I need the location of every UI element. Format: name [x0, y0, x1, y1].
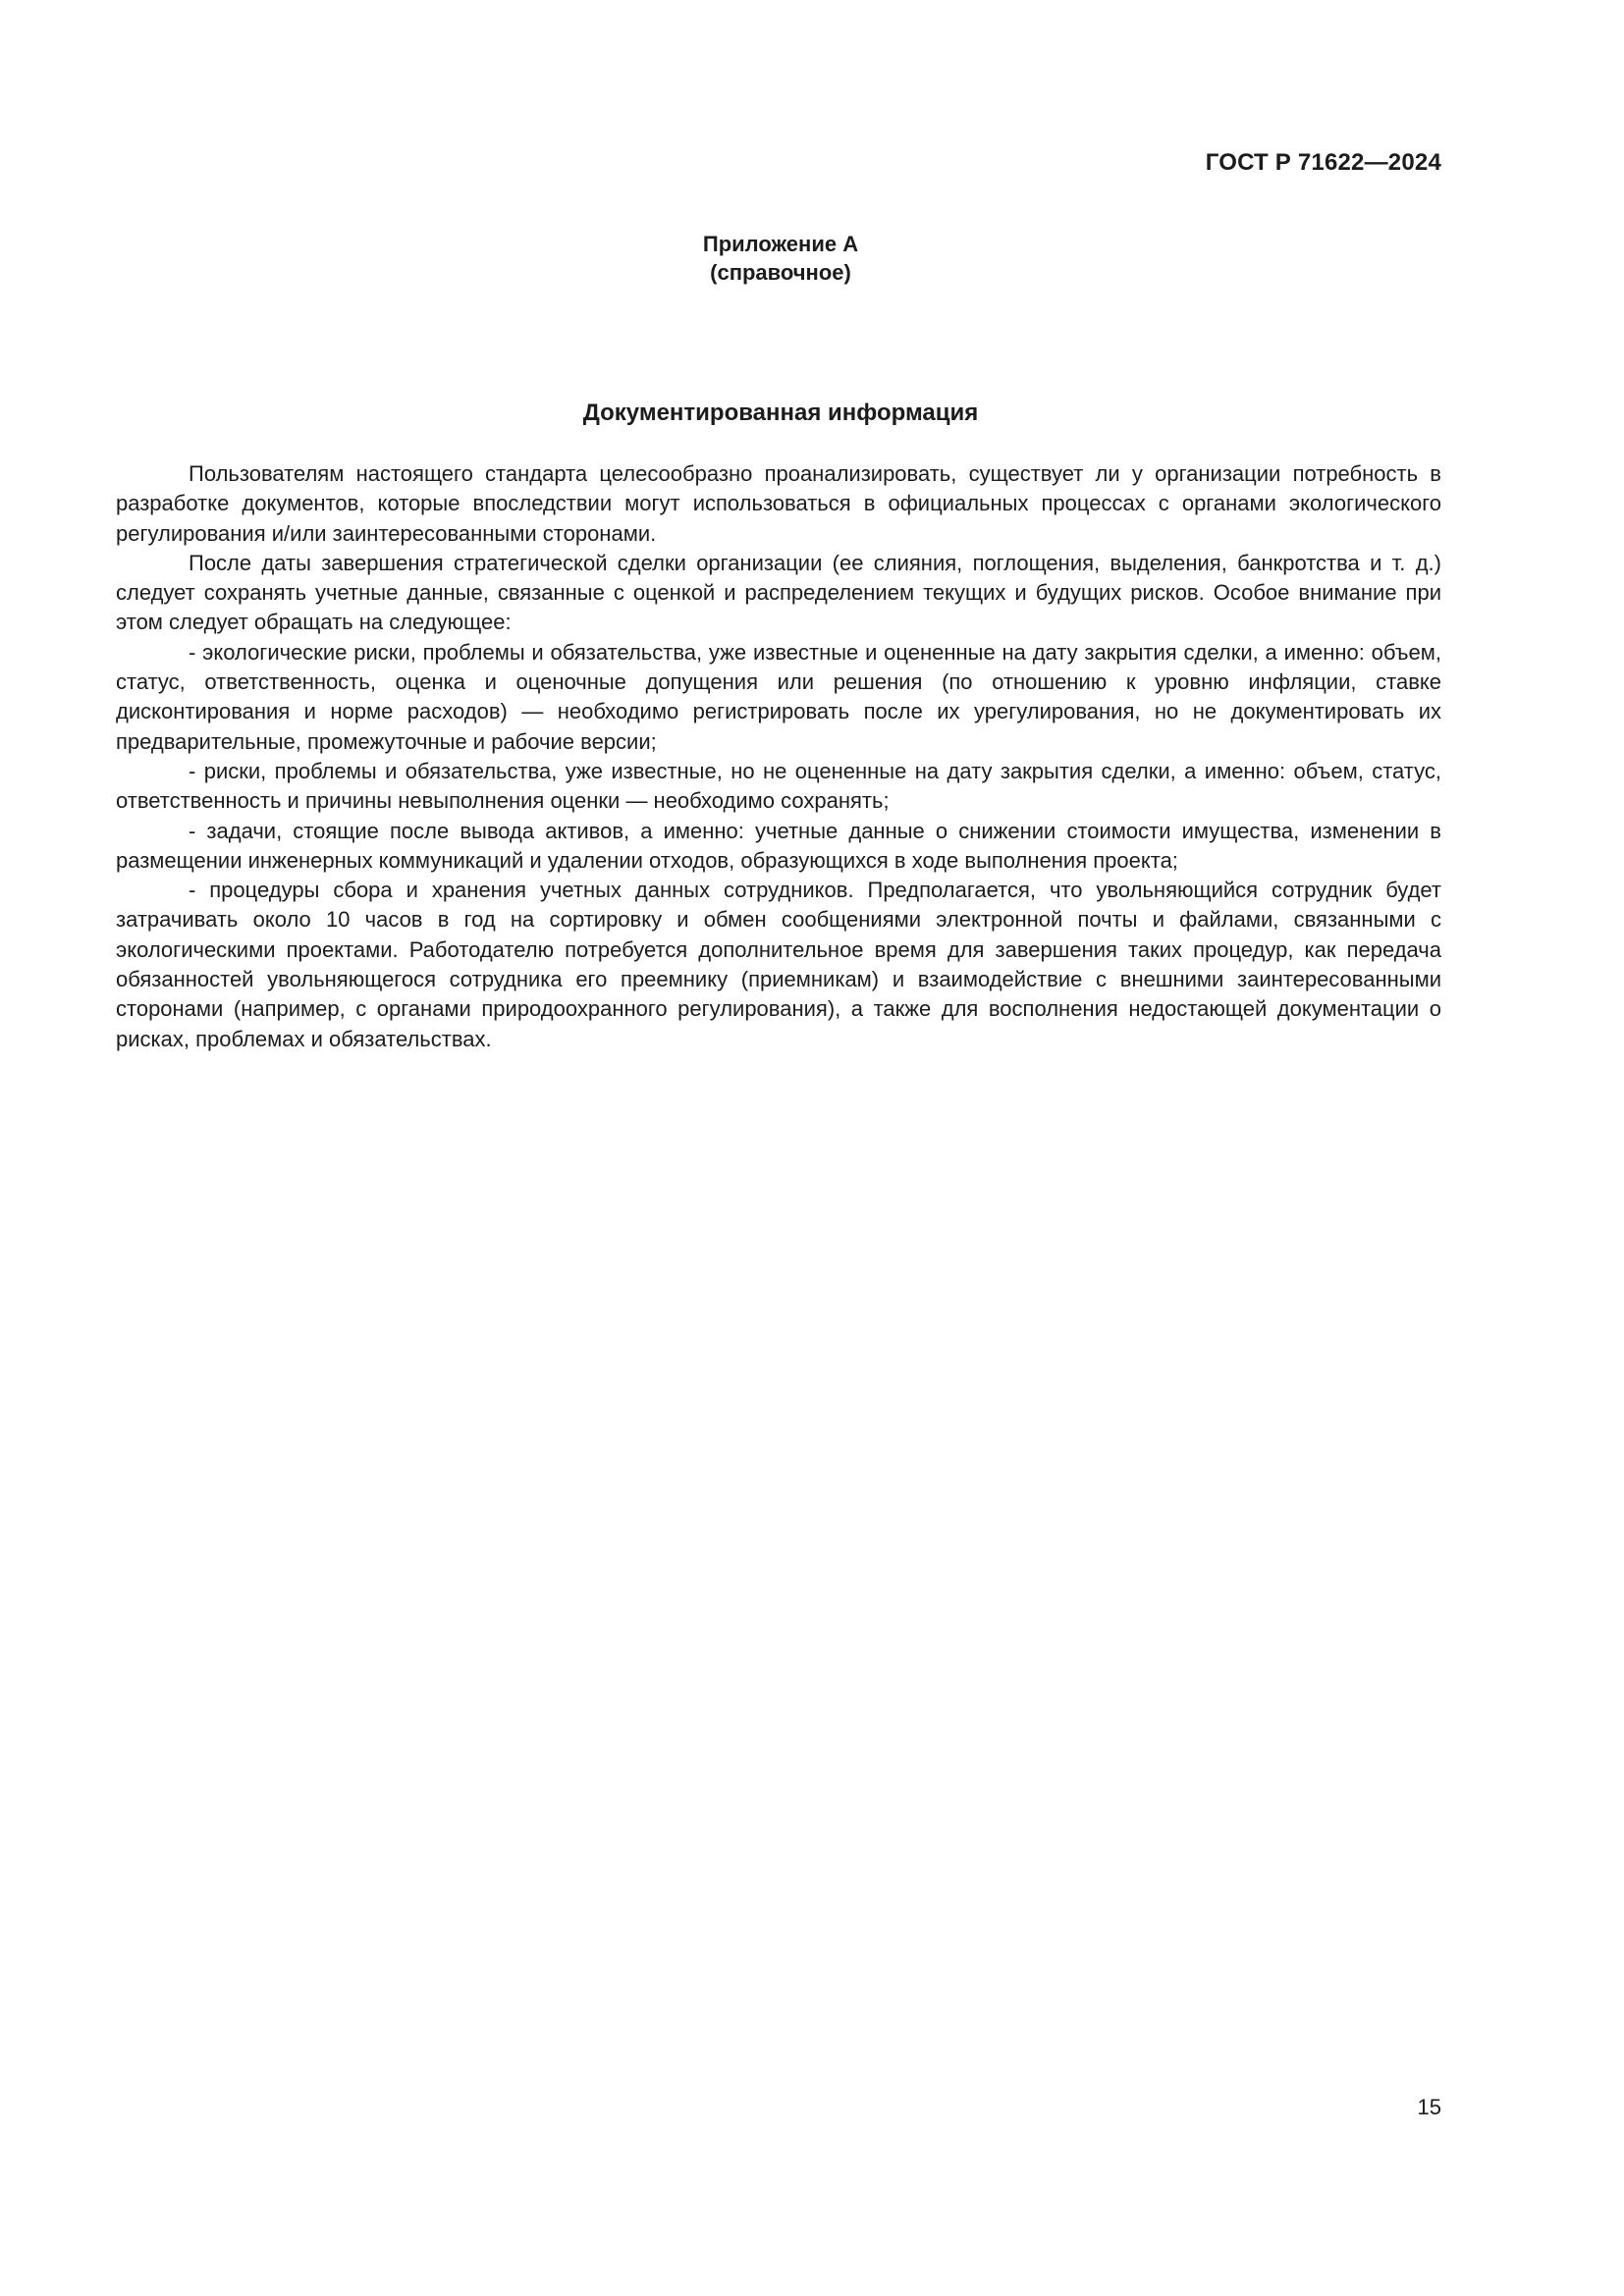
appendix-heading [0, 230, 1561, 287]
document-code: ГОСТ Р 71622—2024 [1205, 149, 1441, 176]
paragraph-intro: Пользователям настоящего стандарта целесообразно проанализировать, существует ли у организации потребность в разработке документов, которые впоследствии могут использоваться в официальных процессах с органами экологического регулирования и/или заинтересованными сторонами. [116, 461, 1441, 546]
section-title: Документированная информация [582, 400, 979, 426]
appendix-status: (справочное) [710, 260, 851, 285]
list-item-unassessed-risks: - риски, проблемы и обязательства, уже известные, но не оцененные на дату закрытия сделки, а именно: объем, статус, ответственность и причины невыполнения оценки — необходимо сохранять; [116, 758, 1441, 814]
body-text [116, 459, 1441, 1054]
list-item-employee-records: - процедуры сбора и хранения учетных данных сотрудников. Предполагается, что увольняющийся сотрудник будет затрачивать около 10 часов в год на сортировку и обмен сообщениями электронной почты и файлами, связанными с экологическими проектами. Работодателю потребуется дополнительное время для завершения таких процедур, как передача обязанностей увольняющегося сотрудника его преемнику (приемникам) и взаимодействие с внешними заинтересованными сторонами (например, с органами природоохранного регулирования), а также для восполнения недостающей документации о рисках, проблемах и обязательствах. [116, 878, 1441, 1051]
page-number: 15 [1417, 2095, 1441, 2119]
list-item-assessed-risks: - экологические риски, проблемы и обязательства, уже известные и оцененные на дату закрытия сделки, а именно: объем, статус, ответственность, оценка и оценочные допущения или решения (по отношению к уровню инфляции, ставке дисконтирования и норме расходов) — необходимо регистрировать после их урегулирования, но не документировать их предварительные, промежуточные и рабочие версии; [116, 639, 1441, 754]
appendix-title: Приложение А [702, 232, 859, 256]
list-item-post-divestment-tasks: - задачи, стоящие после вывода активов, а именно: учетные данные о снижении стоимости имущества, изменении в размещении инженерных коммуникаций и удалении отходов, образующихся в ходе выполнения проекта; [116, 818, 1441, 873]
paragraph-deal: После даты завершения стратегической сделки организации (ее слияния, поглощения, выделения, банкротства и т. д.) следует сохранять учетные данные, связанные с оценкой и распределением текущих и будущих рисков. Особое внимание при этом следует обращать на следующее: [116, 550, 1441, 635]
